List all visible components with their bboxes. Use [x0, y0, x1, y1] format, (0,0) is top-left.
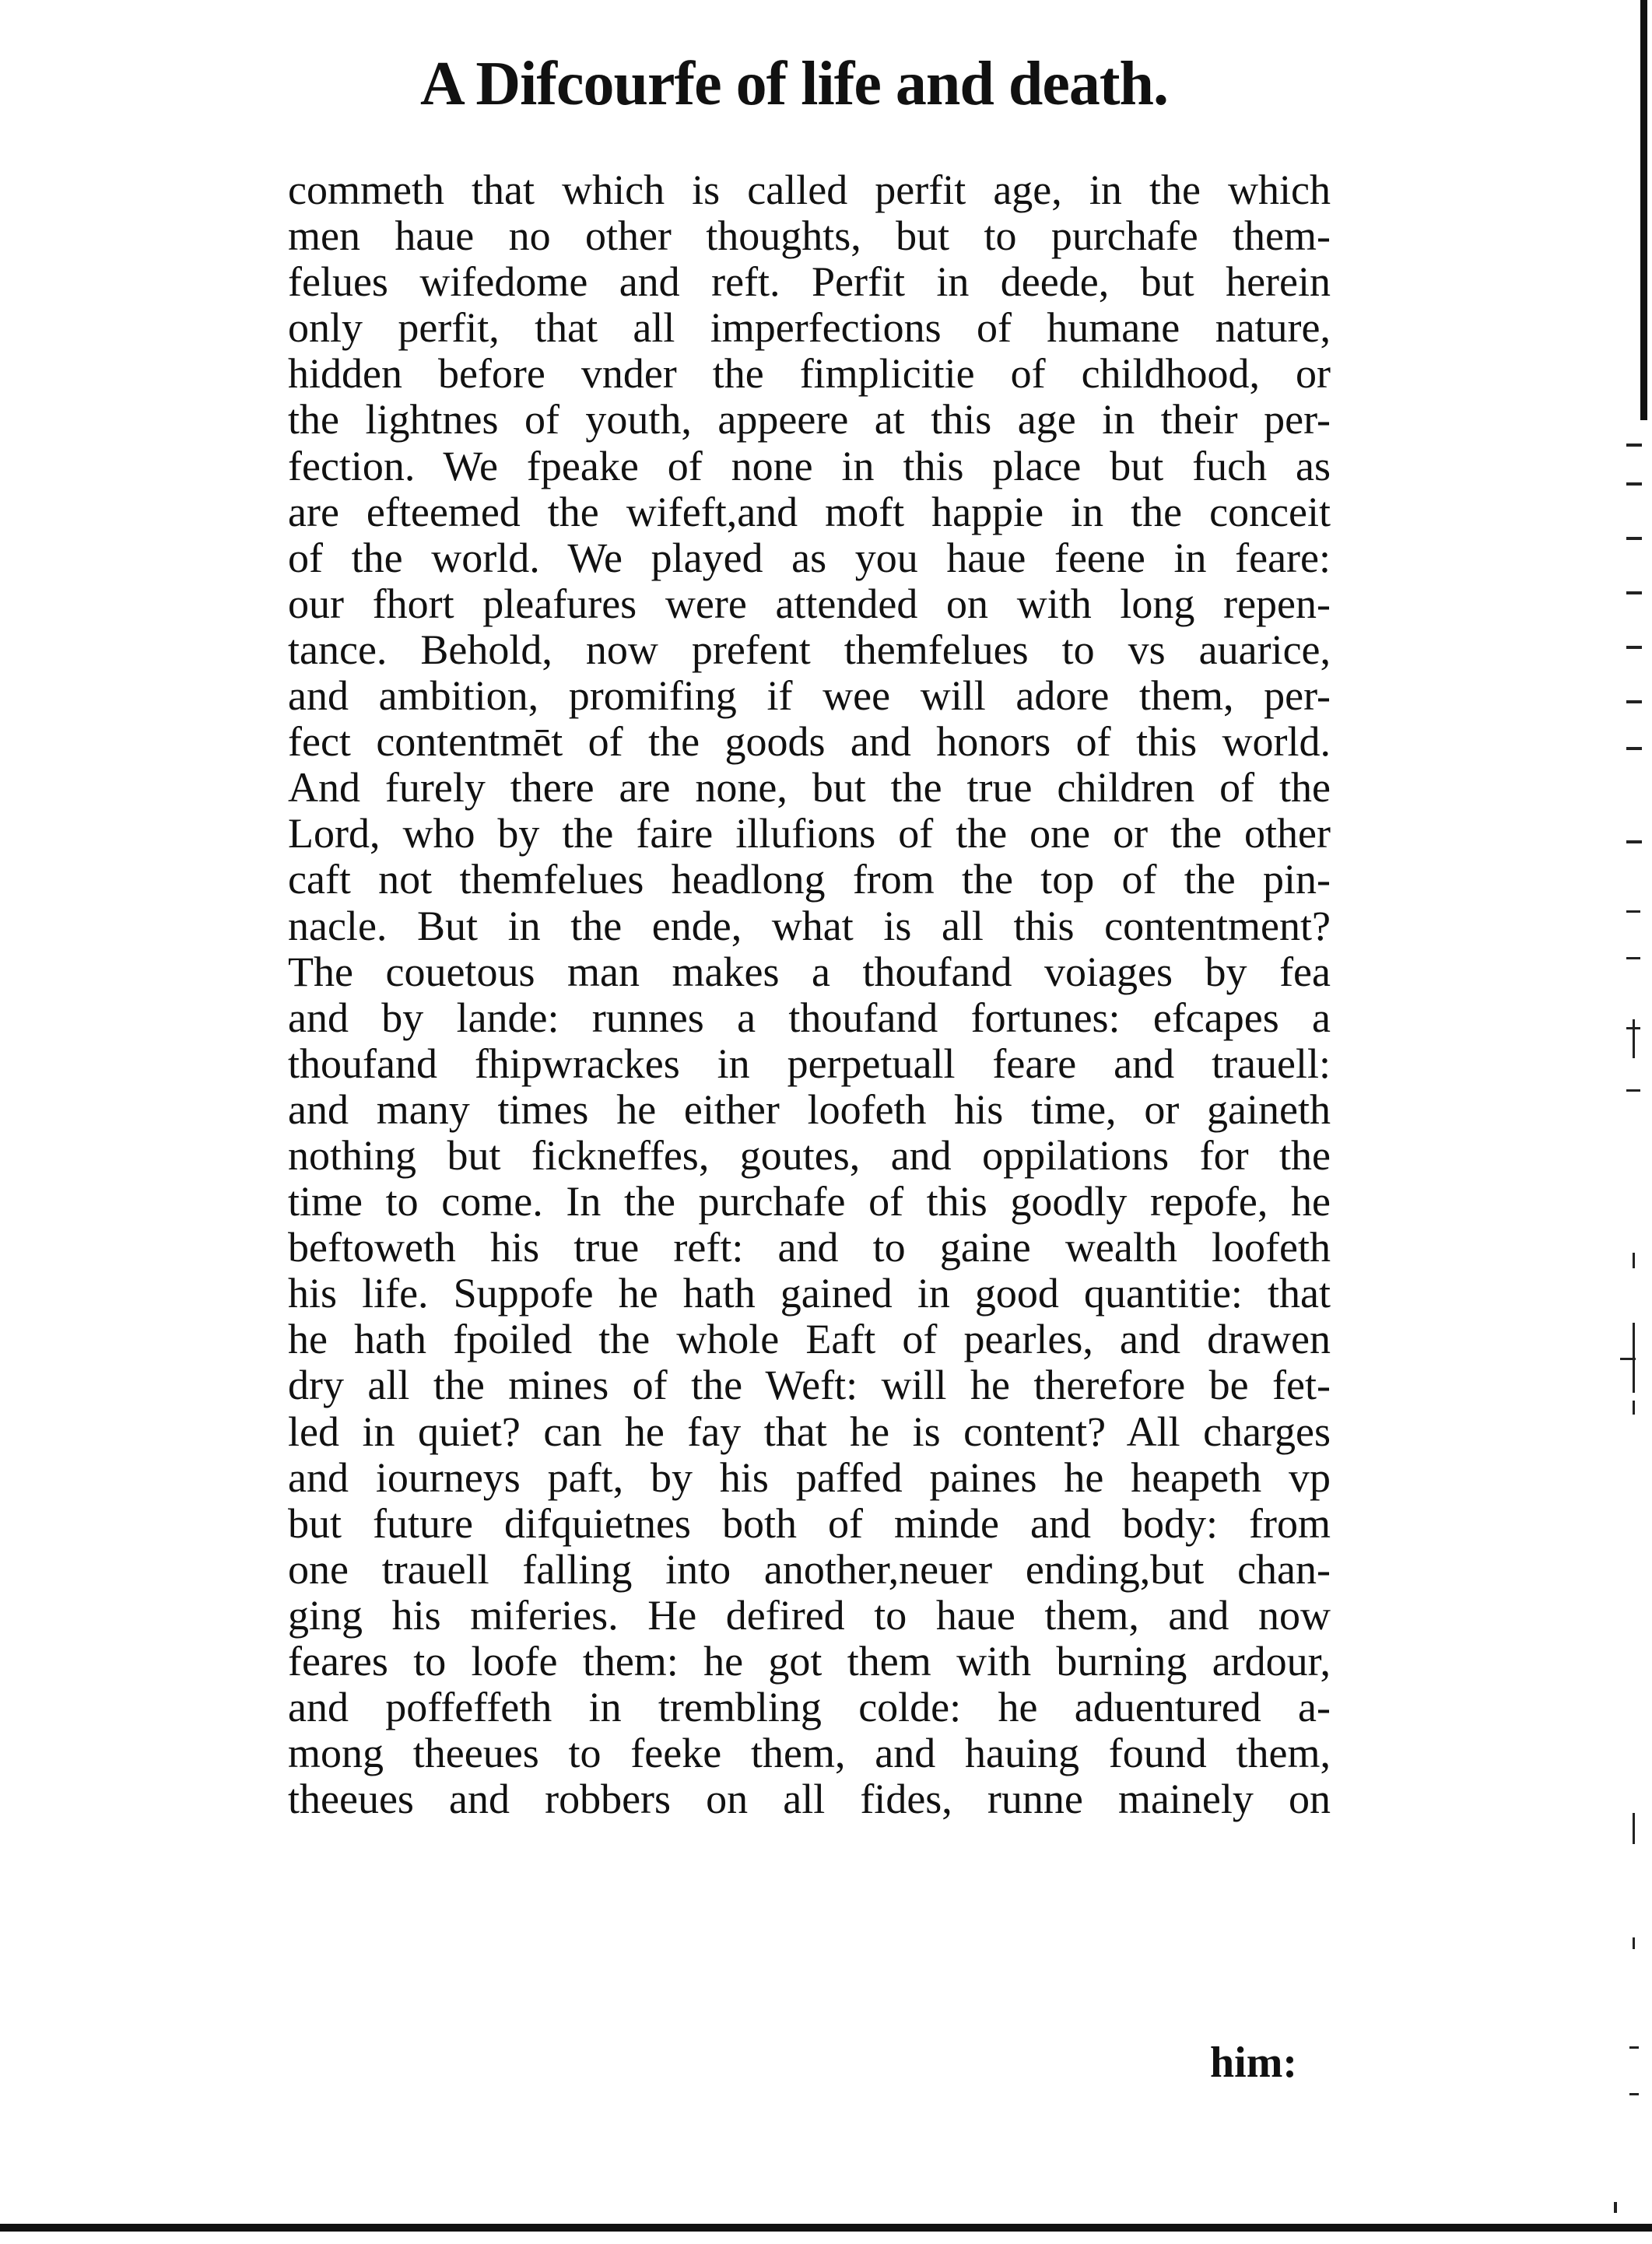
scan-edge-mark — [1633, 1813, 1635, 1844]
scan-edge-mark — [1633, 1937, 1635, 1949]
text-line: and many times he either loofeth his time, or gaineth — [288, 1086, 1331, 1133]
scan-edge-mark — [1614, 2202, 1617, 2213]
text-line: commeth that which is called perfit age, in the which — [288, 167, 1331, 213]
text-line: fection. We fpeake of none in this place but fuch as — [288, 443, 1331, 489]
text-line: nothing but fickneffes, goutes, and oppilations for the — [288, 1132, 1331, 1179]
text-line: and by lande: runnes a thoufand fortunes: efcapes a — [288, 994, 1331, 1041]
text-line: men haue no other thoughts, but to purchafe them- — [288, 213, 1331, 260]
scan-edge-mark — [1620, 1358, 1636, 1360]
text-line: and poffeffeth in trembling colde: he aduentured a- — [288, 1685, 1331, 1731]
text-line: and iourneys paft, by his paffed paines he heapeth vp — [288, 1454, 1331, 1501]
scan-edge-mark — [1626, 957, 1640, 959]
text-line: fect contentmēt of the goods and honors of this world. — [288, 719, 1331, 766]
text-line: And furely there are none, but the true children of the — [288, 765, 1331, 812]
text-line: our fhort pleafures were attended on with long repen- — [288, 580, 1331, 627]
text-line: his life. Suppofe he hath gained in good quantitie: that — [288, 1271, 1331, 1317]
running-title: A Difcourfe of life and death. — [420, 50, 1169, 118]
text-line: Lord, who by the faire illufions of the one or the other — [288, 811, 1331, 857]
text-line: feares to loofe them: he got them with burning ardour, — [288, 1639, 1331, 1685]
scan-edge-mark — [1626, 444, 1642, 447]
text-line: time to come. In the purchafe of this goodly repofe, he — [288, 1179, 1331, 1225]
scan-edge-mark — [1629, 2093, 1639, 2095]
scan-edge-mark — [1626, 840, 1642, 843]
scan-edge-bar — [1640, 0, 1647, 420]
text-line: the lightnes of youth, appeere at this age in their per- — [288, 397, 1331, 444]
scan-edge-mark — [1626, 1089, 1640, 1092]
text-line: only perfit, that all imperfections of humane nature, — [288, 305, 1331, 352]
text-line: one trauell falling into another,neuer ending,but chan- — [288, 1546, 1331, 1593]
text-line: theeues and robbers on all fides, runne mainely on — [288, 1776, 1331, 1823]
scan-edge-mark — [1626, 1027, 1640, 1029]
scan-edge-mark — [1626, 591, 1642, 594]
text-line: and ambition, promifing if wee will adore them, per- — [288, 673, 1331, 720]
scan-edge-mark — [1633, 1253, 1635, 1268]
text-line: are efteemed the wifeft,and moft happie in the conceit — [288, 489, 1331, 535]
text-line: of the world. We played as you haue feene in feare: — [288, 535, 1331, 581]
text-line: but future difquietnes both of minde and body: from — [288, 1500, 1331, 1547]
text-line: beftoweth his true reft: and to gaine wealth loofeth — [288, 1225, 1331, 1271]
text-line: led in quiet? can he fay that he is content? All charges — [288, 1408, 1331, 1455]
text-line: The couetous man makes a thoufand voiages by fea — [288, 948, 1331, 995]
text-line: hidden before vnder the fimplicitie of childhood, or — [288, 351, 1331, 398]
scan-edge-mark — [1633, 1401, 1635, 1415]
scan-edge-mark — [1626, 482, 1642, 486]
scan-edge-mark — [1626, 700, 1642, 703]
scan-edge-mark — [1626, 747, 1642, 750]
text-line: he hath fpoiled the whole Eaft of pearles, and drawen — [288, 1317, 1331, 1363]
text-line: thoufand fhipwrackes in perpetuall feare and trauell: — [288, 1040, 1331, 1087]
scan-edge-mark — [1626, 910, 1640, 913]
text-line: mong theeues to feeke them, and hauing found them, — [288, 1730, 1331, 1777]
text-line: tance. Behold, now prefent themfelues to vs auarice, — [288, 626, 1331, 673]
text-line: felues wifedome and reft. Perfit in deede, but herein — [288, 259, 1331, 306]
text-line: nacle. But in the ende, what is all this contentment? — [288, 903, 1331, 949]
scan-bottom-rule — [0, 2224, 1652, 2232]
text-line: ging his miferies. He defired to haue them, and now — [288, 1592, 1331, 1639]
scan-edge-mark — [1626, 646, 1642, 649]
scan-edge-mark — [1626, 537, 1642, 540]
scan-edge-mark — [1629, 2046, 1639, 2049]
catchword: him: — [1210, 2039, 1297, 2087]
text-line: dry all the mines of the Weft: will he therefore be fet- — [288, 1362, 1331, 1409]
text-line: caft not themfelues headlong from the top of the pin- — [288, 857, 1331, 903]
body-text — [288, 167, 1331, 1822]
scan-edge-mark — [1633, 1019, 1635, 1058]
